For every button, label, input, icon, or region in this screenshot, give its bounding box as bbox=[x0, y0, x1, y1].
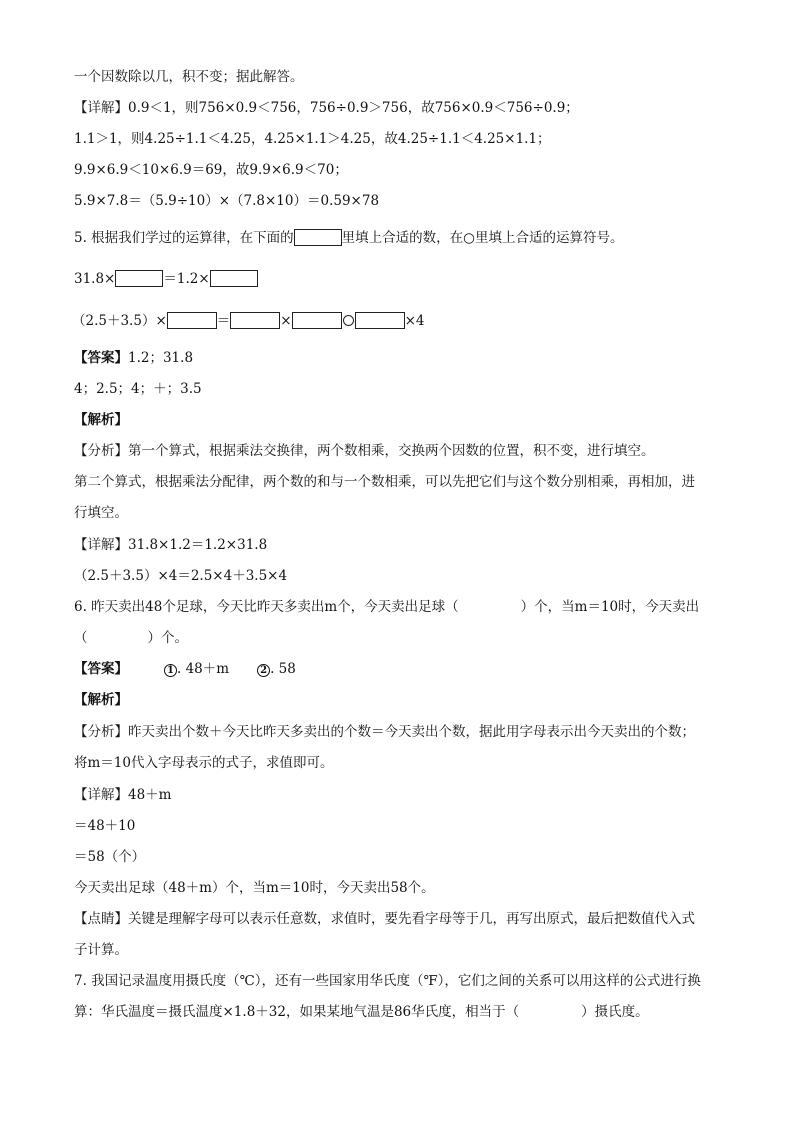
answer-value: . 48＋m bbox=[177, 661, 230, 677]
analysis-label: 【解析】 bbox=[74, 412, 128, 428]
comment-line: 【点睛】关键是理解字母可以表示任意数，求值时，要先看字母等于几，再写出原式，最后把数值代入式 bbox=[74, 911, 695, 927]
answer-box[interactable] bbox=[210, 270, 258, 287]
equation-text: × bbox=[280, 313, 292, 329]
question-text: 5. 根据我们学过的运算律，在下面的 bbox=[74, 230, 294, 246]
detail-line: 【详解】0.9＜1，则756×0.9＜756，756÷0.9＞756，故756×0.9＜756÷0.9； bbox=[74, 100, 579, 116]
analysis-line: 第二个算式，根据乘法分配律，两个数的和与一个数相乘，可以先把它们与这个数分别相乘，再相加，进 bbox=[74, 474, 695, 490]
answer-value: . 58 bbox=[270, 661, 296, 677]
question-text: （ bbox=[74, 630, 88, 646]
analysis-line: 行填空。 bbox=[74, 505, 128, 521]
answer-line: 4；2.5；4；＋；3.5 bbox=[74, 381, 202, 397]
answer-box[interactable] bbox=[167, 312, 217, 329]
operator-circle[interactable] bbox=[343, 315, 354, 326]
answer-box[interactable] bbox=[292, 312, 342, 329]
text-line: 5.9×7.8＝（5.9÷10）×（7.8×10）＝0.59×78 bbox=[74, 193, 380, 209]
detail-line: （2.5＋3.5）×4＝2.5×4＋3.5×4 bbox=[74, 568, 288, 584]
question-text: 6. 昨天卖出48个足球，今天比昨天多卖出m个，今天卖出足球（ bbox=[74, 599, 459, 615]
question-7-cont bbox=[74, 1003, 649, 1021]
equation-text: ＝1.2× bbox=[163, 271, 210, 287]
equation-text: ＝ bbox=[216, 313, 231, 329]
analysis-line: 【分析】第一个算式，根据乘法交换律，两个数相乘，交换两个因数的位置，积不变，进行填空。 bbox=[74, 443, 655, 459]
answer-box[interactable] bbox=[230, 312, 280, 329]
answer-box[interactable] bbox=[355, 312, 405, 329]
equation-text: 31.8× bbox=[74, 271, 116, 287]
comment-line: 子计算。 bbox=[74, 942, 128, 958]
question-6 bbox=[74, 598, 699, 616]
question-7: 7. 我国记录温度用摄氏度（℃），还有一些国家用华氏度（℉），它们之间的关系可以用这样的公式进行换 bbox=[74, 973, 701, 989]
answer-box[interactable] bbox=[294, 229, 342, 246]
equation-1 bbox=[74, 270, 258, 288]
answer-label: 【答案】 bbox=[74, 661, 128, 677]
question-text: 算：华氏温度＝摄氏温度×1.8＋32，如果某地气温是86华氏度，相当于（ bbox=[74, 1004, 520, 1020]
circled-number: 2 bbox=[257, 664, 270, 677]
equation-text: ×4 bbox=[404, 313, 425, 329]
analysis-label: 【解析】 bbox=[74, 692, 128, 708]
answer-box[interactable] bbox=[115, 270, 163, 287]
equation-2 bbox=[72, 312, 424, 330]
analysis-line: 将m＝10代入字母表示的式子，求值即可。 bbox=[74, 755, 334, 771]
circled-number: 1 bbox=[164, 664, 177, 677]
detail-line: ＝58（个） bbox=[74, 849, 146, 865]
text-line: 9.9×6.9＜10×6.9＝69，故9.9×6.9＜70； bbox=[74, 162, 348, 178]
question-text: ）摄氏度。 bbox=[581, 1004, 649, 1020]
detail-line: 【详解】48＋m bbox=[74, 787, 172, 803]
text-line: 1.1＞1，则4.25÷1.1＜4.25，4.25×1.1＞4.25，故4.25÷1.1＜4.25×1.1； bbox=[74, 131, 551, 147]
answer-line bbox=[74, 660, 296, 678]
text-line: 一个因数除以几，积不变；据此解答。 bbox=[74, 69, 304, 85]
answer-value: 1.2；31.8 bbox=[128, 350, 194, 366]
analysis-line: 【分析】昨天卖出个数＋今天比昨天多卖出的个数＝今天卖出个数，据此用字母表示出今天卖出的个数； bbox=[74, 724, 695, 740]
equation-text: （2.5＋3.5）× bbox=[72, 313, 167, 329]
question-text: 里填上合适的数，在○里填上合适的运算符号。 bbox=[341, 230, 624, 246]
question-text: ）个。 bbox=[147, 630, 188, 646]
answer-line bbox=[74, 349, 193, 367]
detail-line: ＝48＋10 bbox=[74, 818, 136, 834]
answer-label: 【答案】 bbox=[74, 350, 128, 366]
question-text: ）个，当m＝10时，今天卖出 bbox=[520, 599, 700, 615]
question-6-cont bbox=[74, 629, 188, 647]
detail-line: 【详解】31.8×1.2＝1.2×31.8 bbox=[74, 537, 268, 553]
detail-line: 今天卖出足球（48＋m）个，当m＝10时，今天卖出58个。 bbox=[74, 880, 435, 896]
question-5 bbox=[74, 229, 623, 247]
